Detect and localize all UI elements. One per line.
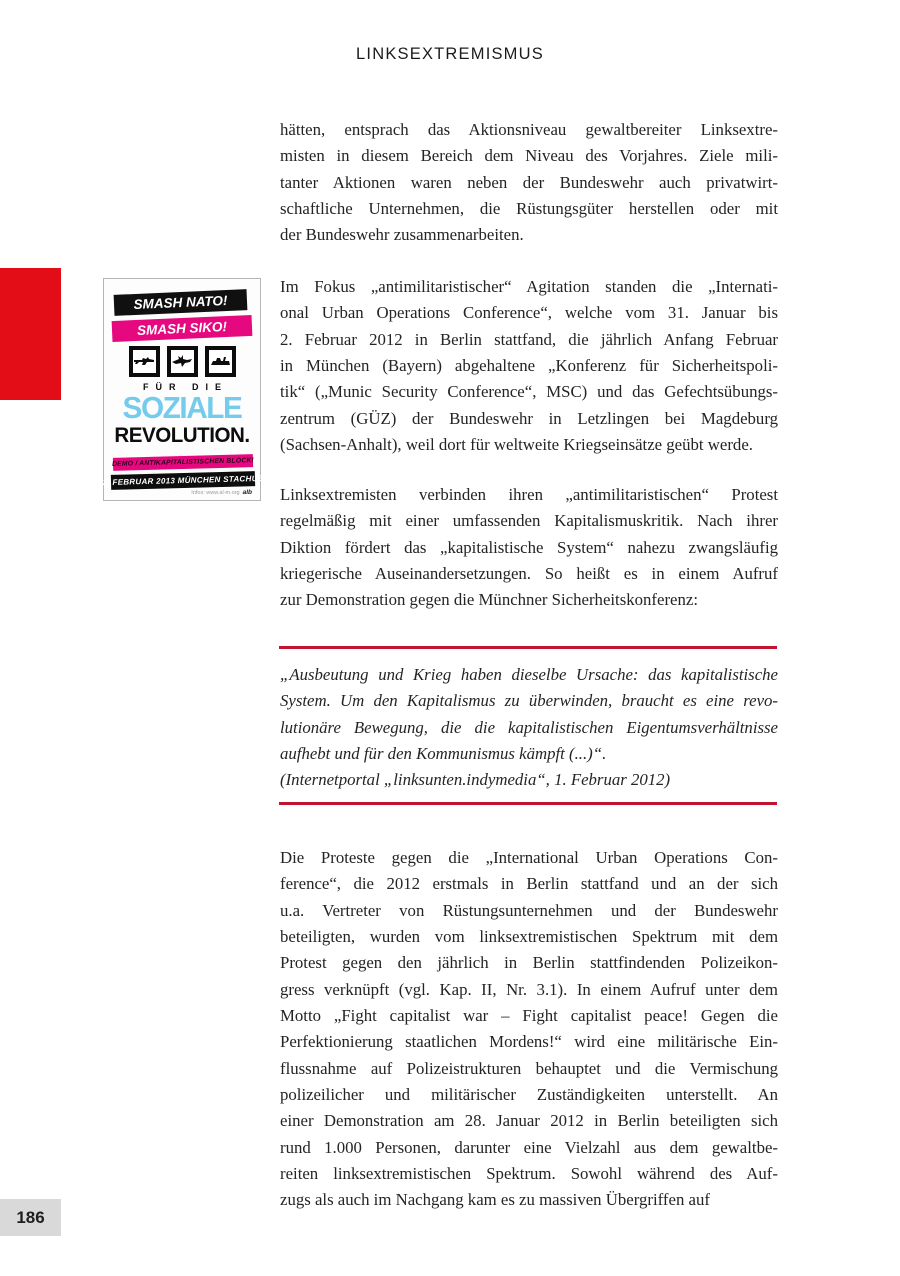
rifle-icon <box>129 346 160 377</box>
margin-red-block <box>0 268 61 400</box>
page-title: LINKSEXTREMISMUS <box>356 45 544 63</box>
body-paragraph-1: hätten, entsprach das Aktionsniveau gewaltbereiter Linksextre- misten in diesem Bereich dem Niveau des Vorjahres. Ziele mili- tanter Aktionen waren neben der Bundeswehr auch privatwirt- schaftliche Unternehmen, die Rüstungsgüter herstellen oder mit der Bundeswehr zusammenarbeiten. <box>280 120 778 245</box>
poster-banner-demo-block: DEMO / ANTIKAPITALISTISCHEN BLOCK! <box>113 454 253 471</box>
poster-logo: alb <box>242 489 252 496</box>
fighter-jet-icon <box>167 346 198 377</box>
quote-source-line: (Internetportal „linksunten.indymedia“, 1. Februar 2012) <box>280 770 671 789</box>
poster-weapon-icon-row <box>104 346 260 377</box>
tank-icon <box>205 346 236 377</box>
page-number-box <box>0 1199 61 1236</box>
protest-poster-image <box>102 278 264 501</box>
quote-rule-top <box>279 646 777 649</box>
poster-text-revolution: REVOLUTION. <box>114 424 250 447</box>
poster-banner-smash-siko: SMASH SIKO! <box>112 315 253 342</box>
poster-footer <box>191 489 252 496</box>
body-paragraph-4: Die Proteste gegen die „International Urban Operations Con- ference“, die 2012 erstmals in Berlin stattfand und an der sich u.a. Vertreter von Rüstungsunternehmen und der Bundeswehr beteiligten, wurden vom linksextremistischen Spektrum mit dem Protest gegen den jährlich in Berlin stattfindenden Polizeikon- gress verknüpft (vgl. Kap. II, Nr. 3.1). In einem Aufruf unter dem Motto „Fight capitalist war – Fight capitalist peace! Gegen die Perfektionierung staatlichen Mordens!“ wird eine militärische Ein- flussnahme auf Polizeistrukturen behauptet und die Vermischung polizeilicher und militärischer Zuständigkeiten unterstellt. An einer Demonstration am 28. Januar 2012 in Berlin beteiligten sich rund 1.000 Personen, darunter eine Vielzahl aus dem gewaltbe- reiten linksextremistischen Spektrum. Sowohl während des Auf- zugs als auch im Nachgang kam es zu massiven Übergriffen auf <box>280 848 778 1210</box>
poster-footer-info: Infos: www.al-m.org <box>191 490 240 496</box>
page-number: 186 <box>16 1207 45 1227</box>
quote-block-text: „Ausbeutung und Krieg haben dieselbe Ursache: das kapitalistische System. Um den Kapitalismus zu überwinden, braucht es eine revo- lutionäre Bewegung, die die kapitalistischen Eigentumsverhältnisse aufhebt und für den Kommunismus kämpft (...)“. <box>280 665 778 764</box>
poster-text-soziale: SOZIALE <box>122 390 242 425</box>
poster-banner-date-place: 2. FEBRUAR 2013 MÜNCHEN STACHUS <box>111 471 255 490</box>
poster-banner-smash-nato: SMASH NATO! <box>114 289 248 316</box>
body-paragraph-2: Im Fokus „antimilitaristischer“ Agitation standen die „Internati- onal Urban Operations Conference“, welche vom 31. Januar bis 2. Februar 2012 in Berlin stattfand, die jährlich Anfang Februar in München (Bayern) abgehaltene „Konferenz für Sicherheitspoli- tik“ („Munic Security Conference“, MSC) und das Gefechtsübungs- zentrum (GÜZ) der Bundeswehr in Letzlingen bei Magdeburg (Sachsen-Anhalt), weil dort für weltweite Kriegseinsätze geübt werde. <box>280 277 778 455</box>
poster-text-fuer-die: FÜR DIE <box>143 382 228 392</box>
quote-rule-bottom <box>279 802 777 805</box>
body-paragraph-3: Linksextremisten verbinden ihren „antimilitaristischen“ Protest regelmäßig mit einer umfassenden Kapitalismuskritik. Nach ihrer Diktion fördert das „kapitalistische System“ nahezu zwangsläufig kriegerische Auseinandersetzungen. So heißt es in einem Aufruf zur Demonstration gegen die Münchner Sicherheitskonferenz: <box>280 485 778 610</box>
